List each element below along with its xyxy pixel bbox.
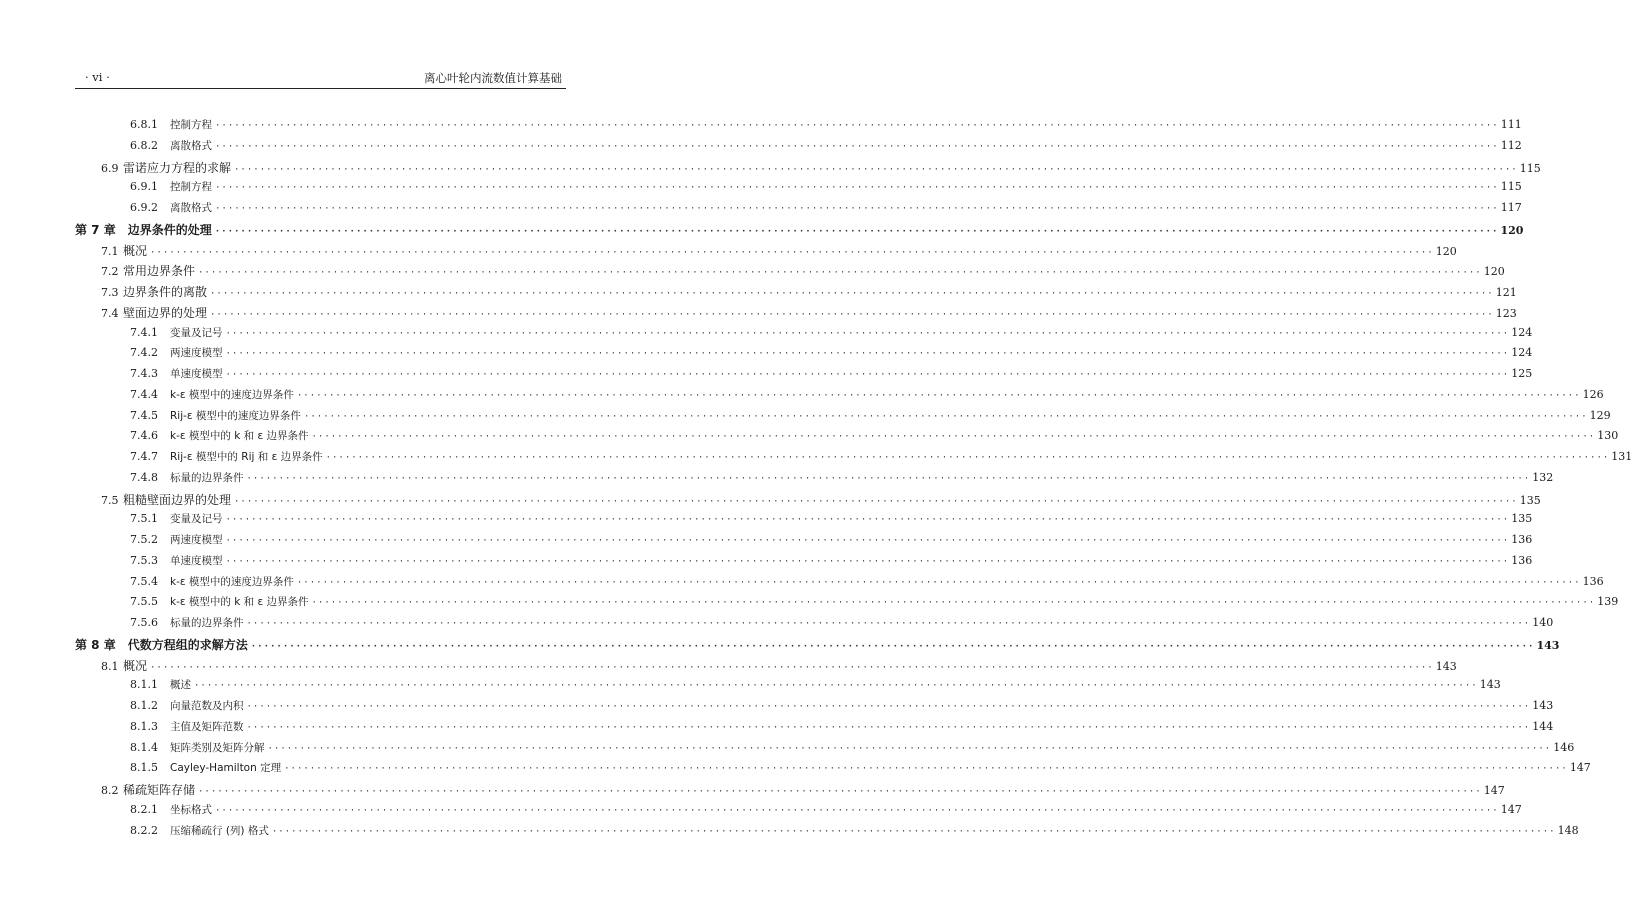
entry-title: 控制方程 — [170, 119, 212, 131]
toc-subsection-entry[interactable] — [130, 200, 1522, 215]
entry-page-number: 120 — [1483, 265, 1505, 279]
entry-number: 6.9.1 — [130, 180, 158, 194]
dot-leader: ········································································································································································································ — [210, 309, 1494, 320]
dot-leader: ········································································································································································································ — [215, 121, 1499, 131]
book-title: 离心叶轮内流数值计算基础 — [424, 71, 562, 85]
entry-title: k-ε 模型中的 k 和 ε 边界条件 — [170, 430, 309, 443]
toc-chapter-entry[interactable] — [75, 221, 1524, 238]
toc-chapter-entry[interactable] — [75, 636, 1560, 653]
entry-number: 7.5.3 — [130, 553, 158, 567]
toc-subsection-entry[interactable] — [130, 138, 1522, 153]
dot-leader: ········································································································································································································ — [271, 826, 1556, 837]
entry-page-number: 115 — [1519, 161, 1541, 175]
entry-title: 两速度模型 — [170, 347, 223, 360]
entry-page-number: 126 — [1582, 387, 1604, 401]
entry-title: 压缩稀疏行 (列) 格式 — [170, 824, 269, 837]
dot-leader: ········································································································································································································ — [234, 496, 1518, 507]
entry-page-number: 136 — [1582, 574, 1604, 588]
toc-subsection-entry[interactable] — [130, 511, 1533, 526]
dot-leader: ········································································································································································································ — [246, 722, 1531, 733]
entry-title: 控制方程 — [170, 181, 212, 194]
entry-number: 7.2 — [101, 265, 119, 279]
entry-number: 6.9 — [101, 161, 119, 175]
entry-page-number: 143 — [1532, 699, 1554, 712]
entry-page-number: 147 — [1500, 802, 1522, 816]
entry-title: 常用边界条件 — [123, 264, 196, 279]
dot-leader: ········································································································································································································ — [215, 183, 1499, 194]
toc-subsection-entry[interactable] — [130, 387, 1604, 402]
toc-section-entry[interactable] — [101, 781, 1505, 798]
dot-leader: ········································································································································································································ — [303, 411, 1588, 422]
entry-page-number: 136 — [1511, 533, 1533, 546]
entry-page-number: 115 — [1500, 180, 1522, 194]
entry-number: 7.4.6 — [130, 429, 158, 443]
entry-number: 7.4.7 — [130, 450, 158, 463]
entry-title: 变量及记号 — [170, 326, 223, 339]
toc-subsection-entry[interactable] — [130, 325, 1533, 340]
toc-subsection-entry[interactable] — [130, 574, 1604, 589]
dot-leader: ········································································································································································································ — [215, 204, 1499, 214]
entry-page-number: 117 — [1500, 201, 1522, 214]
entry-title: 单速度模型 — [170, 368, 223, 380]
entry-number: 8.1.5 — [130, 761, 158, 775]
entry-title: 离散格式 — [170, 139, 212, 152]
toc-subsection-entry[interactable] — [130, 366, 1533, 381]
entry-number: 7.4.5 — [130, 408, 158, 422]
dot-leader: ········································································································································································································ — [311, 598, 1596, 609]
dot-leader: ········································································································································································································ — [284, 764, 1568, 775]
toc-subsection-entry[interactable] — [130, 470, 1554, 485]
entry-page-number: 146 — [1553, 740, 1575, 754]
entry-title: 两速度模型 — [170, 534, 223, 546]
dot-leader: ········································································································································································································ — [311, 432, 1596, 443]
toc-subsection-entry[interactable] — [130, 408, 1611, 423]
toc-subsection-entry[interactable] — [130, 615, 1554, 630]
entry-page-number: 120 — [1500, 223, 1524, 237]
entry-title: 矩阵类别及矩阵分解 — [170, 741, 265, 754]
toc-subsection-entry[interactable] — [130, 760, 1591, 775]
entry-page-number: 135 — [1519, 493, 1541, 507]
dot-leader: ········································································································································································································ — [246, 702, 1531, 712]
entry-title: 坐标格式 — [170, 803, 212, 816]
entry-page-number: 130 — [1597, 429, 1619, 443]
dot-leader: ········································································································································································································ — [246, 619, 1531, 629]
dot-leader: ········································································································································································································ — [194, 681, 1478, 692]
entry-number: 第 7 章 — [75, 222, 116, 237]
entry-number: 6.8.1 — [130, 118, 158, 131]
running-header — [75, 70, 566, 89]
entry-number: 8.1.2 — [130, 699, 158, 712]
toc-subsection-entry[interactable] — [130, 740, 1575, 755]
entry-number: 第 8 章 — [75, 637, 116, 652]
entry-title: 概况 — [123, 658, 148, 673]
toc-subsection-entry[interactable] — [130, 553, 1533, 568]
dot-leader: ········································································································································································································ — [225, 536, 1510, 546]
entry-page-number: 123 — [1495, 306, 1517, 320]
entry-number: 8.1.4 — [130, 740, 158, 754]
entry-number: 8.2 — [101, 784, 119, 797]
toc-section-entry[interactable] — [101, 304, 1517, 321]
dot-leader: ········································································································································································································ — [325, 453, 1610, 463]
toc-section-entry[interactable] — [101, 283, 1517, 300]
toc-section-entry[interactable] — [101, 657, 1457, 674]
entry-number: 6.8.2 — [130, 138, 158, 152]
dot-leader: ········································································································································································································ — [234, 164, 1518, 175]
entry-title: 代数方程组的求解方法 — [127, 637, 248, 652]
entry-number: 7.1 — [101, 244, 119, 258]
dot-leader: ········································································································································································································ — [225, 349, 1510, 360]
entry-page-number: 124 — [1511, 325, 1533, 339]
toc-section-entry[interactable] — [101, 491, 1541, 508]
entry-title: 离散格式 — [170, 202, 212, 214]
entry-page-number: 135 — [1511, 512, 1533, 526]
entry-page-number: 148 — [1557, 823, 1579, 837]
entry-number: 7.4.8 — [130, 470, 158, 484]
entry-title: k-ε 模型中的 k 和 ε 边界条件 — [170, 596, 309, 609]
entry-title: Cayley-Hamilton 定理 — [170, 762, 282, 775]
entry-page-number: 121 — [1495, 286, 1517, 299]
entry-page-number: 136 — [1511, 553, 1533, 567]
dot-leader: ········································································································································································································ — [214, 226, 1499, 237]
entry-page-number: 124 — [1511, 346, 1533, 360]
toc-subsection-entry[interactable] — [130, 698, 1554, 713]
entry-page-number: 125 — [1511, 367, 1533, 380]
entry-title: 变量及记号 — [170, 513, 223, 526]
entry-number: 7.5 — [101, 493, 119, 507]
dot-leader: ········································································································································································································ — [225, 328, 1510, 339]
entry-number: 8.1.1 — [130, 678, 158, 692]
entry-number: 7.4.2 — [130, 346, 158, 360]
dot-leader: ········································································································································································································ — [250, 641, 1535, 652]
entry-page-number: 132 — [1532, 470, 1554, 484]
entry-number: 6.9.2 — [130, 201, 158, 214]
dot-leader: ········································································································································································································ — [267, 743, 1552, 754]
entry-page-number: 143 — [1479, 678, 1501, 692]
entry-title: 概况 — [123, 243, 148, 258]
entry-number: 7.4.3 — [130, 367, 158, 380]
dot-leader: ········································································································································································································ — [296, 390, 1581, 401]
entry-title: 边界条件的离散 — [123, 285, 208, 299]
entry-title: 概述 — [170, 679, 191, 692]
dot-leader: ········································································································································································································ — [198, 787, 1482, 797]
entry-title: 边界条件的处理 — [127, 222, 212, 237]
dot-leader: ········································································································································································································ — [150, 662, 1434, 673]
toc-subsection-entry[interactable] — [130, 449, 1632, 464]
entry-number: 8.1.3 — [130, 719, 158, 733]
toc-section-entry[interactable] — [101, 242, 1457, 259]
toc-subsection-entry[interactable] — [130, 677, 1501, 692]
entry-number: 7.5.6 — [130, 616, 158, 629]
toc-section-entry[interactable] — [101, 262, 1505, 279]
toc-subsection-entry[interactable] — [130, 823, 1579, 838]
entry-title: 粗糙壁面边界的处理 — [123, 492, 232, 507]
entry-page-number: 111 — [1500, 118, 1522, 131]
dot-leader: ········································································································································································································ — [225, 556, 1510, 567]
entry-number: 8.2.2 — [130, 823, 158, 837]
entry-page-number: 139 — [1597, 595, 1619, 609]
entry-title: 稀疏矩阵存储 — [123, 783, 196, 797]
entry-page-number: 129 — [1589, 408, 1611, 422]
entry-page-number: 120 — [1435, 244, 1457, 258]
entry-number: 7.4.4 — [130, 387, 158, 401]
toc-subsection-entry[interactable] — [130, 345, 1533, 360]
dot-leader: ········································································································································································································ — [225, 515, 1510, 526]
entry-page-number: 144 — [1532, 719, 1554, 733]
entry-title: k-ε 模型中的速度边界条件 — [170, 575, 294, 588]
entry-page-number: 112 — [1500, 138, 1522, 152]
entry-number: 8.1 — [101, 659, 119, 673]
dot-leader: ········································································································································································································ — [246, 473, 1531, 484]
entry-title: 标量的边界条件 — [170, 471, 244, 484]
dot-leader: ········································································································································································································ — [150, 247, 1434, 258]
entry-title: 标量的边界条件 — [170, 617, 244, 629]
dot-leader: ········································································································································································································ — [215, 805, 1499, 816]
entry-title: k-ε 模型中的速度边界条件 — [170, 388, 294, 401]
toc-subsection-entry[interactable] — [130, 117, 1522, 132]
toc-section-entry[interactable] — [101, 159, 1541, 176]
entry-title: 雷诺应力方程的求解 — [123, 160, 232, 175]
entry-number: 7.5.2 — [130, 533, 158, 546]
toc-subsection-entry[interactable] — [130, 802, 1522, 817]
dot-leader: ········································································································································································································ — [198, 268, 1482, 279]
dot-leader: ········································································································································································································ — [225, 370, 1510, 380]
entry-number: 7.5.4 — [130, 574, 158, 588]
dot-leader: ········································································································································································································ — [296, 577, 1581, 588]
entry-number: 7.5.5 — [130, 595, 158, 609]
dot-leader: ········································································································································································································ — [210, 289, 1494, 299]
entry-page-number: 147 — [1569, 761, 1591, 775]
entry-number: 7.4.1 — [130, 325, 158, 339]
toc-subsection-entry[interactable] — [130, 719, 1554, 734]
entry-page-number: 131 — [1611, 450, 1632, 463]
toc-subsection-entry[interactable] — [130, 594, 1619, 609]
entry-title: 单速度模型 — [170, 554, 223, 567]
dot-leader: ········································································································································································································ — [215, 141, 1499, 152]
entry-page-number: 140 — [1532, 616, 1554, 629]
entry-title: 壁面边界的处理 — [123, 305, 208, 320]
entry-title: Rij-ε 模型中的速度边界条件 — [170, 409, 301, 422]
toc-subsection-entry[interactable] — [130, 532, 1533, 547]
entry-title: 向量范数及内积 — [170, 700, 244, 712]
entry-title: 主值及矩阵范数 — [170, 720, 244, 733]
toc-subsection-entry[interactable] — [130, 428, 1619, 443]
entry-page-number: 147 — [1483, 784, 1505, 797]
entry-number: 7.5.1 — [130, 512, 158, 526]
entry-title: Rij-ε 模型中的 Rij 和 ε 边界条件 — [170, 451, 323, 463]
page-number-label: · vi · — [85, 70, 110, 84]
toc-subsection-entry[interactable] — [130, 179, 1522, 194]
entry-number: 8.2.1 — [130, 802, 158, 816]
entry-page-number: 143 — [1435, 659, 1457, 673]
entry-number: 7.3 — [101, 286, 119, 299]
entry-page-number: 143 — [1536, 638, 1560, 652]
entry-number: 7.4 — [101, 306, 119, 320]
